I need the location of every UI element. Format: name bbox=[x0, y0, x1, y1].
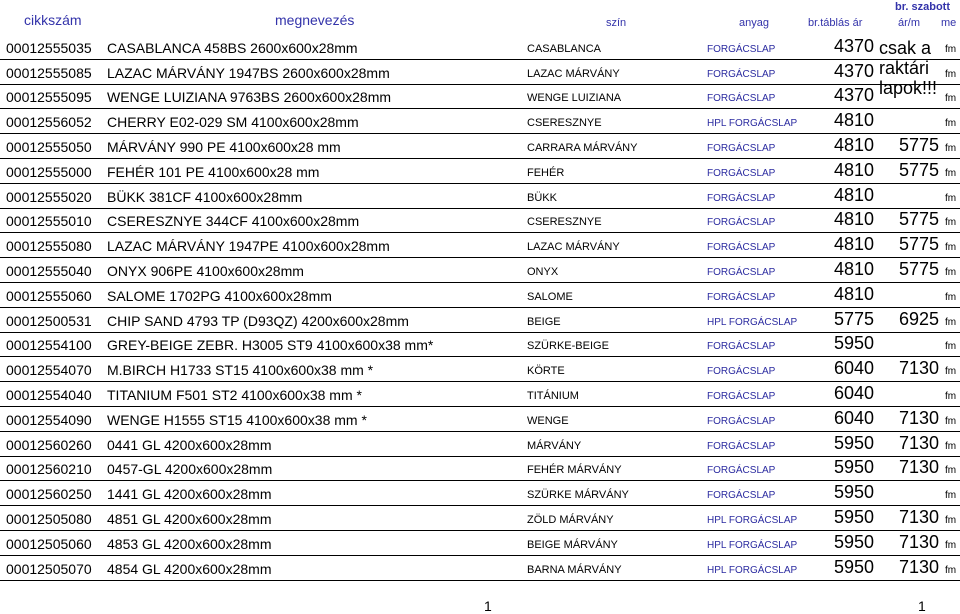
header-unit: me bbox=[941, 17, 957, 29]
item-board-price: 4810 bbox=[834, 283, 875, 304]
item-color: CSERESZNYE bbox=[527, 117, 602, 130]
table-row bbox=[0, 134, 960, 159]
item-board-price: 4810 bbox=[834, 209, 875, 230]
item-code: 00012554070 bbox=[6, 362, 92, 379]
item-board-price: 5950 bbox=[834, 556, 875, 577]
table-row bbox=[0, 357, 960, 382]
item-board-price: 4810 bbox=[834, 184, 875, 205]
item-unit: fm bbox=[945, 217, 957, 229]
item-board-price: 6040 bbox=[834, 407, 875, 428]
item-code: 00012555010 bbox=[6, 213, 92, 230]
item-material: HPL FORGÁCSLAP bbox=[707, 316, 798, 328]
item-unit: fm bbox=[945, 192, 957, 204]
item-material: FORGÁCSLAP bbox=[707, 217, 776, 229]
item-name: 4853 GL 4200x600x28mm bbox=[107, 535, 272, 552]
item-color: SALOME bbox=[527, 290, 573, 303]
table-row bbox=[0, 85, 960, 110]
table-row bbox=[0, 308, 960, 333]
item-name: SALOME 1702PG 4100x600x28mm bbox=[107, 287, 332, 304]
item-code: 00012554090 bbox=[6, 411, 92, 428]
item-cut-price: 7130 bbox=[899, 432, 940, 453]
item-material: FORGÁCSLAP bbox=[707, 242, 776, 254]
item-unit: fm bbox=[945, 539, 957, 551]
item-name: BÜKK 381CF 4100x600x28mm bbox=[107, 188, 303, 205]
item-color: WENGE LUIZIANA bbox=[527, 92, 622, 105]
item-name: 4854 GL 4200x600x28mm bbox=[107, 560, 272, 577]
header-cut-price-top: br. szabott bbox=[895, 1, 951, 13]
item-code: 00012555000 bbox=[6, 163, 92, 180]
item-unit: fm bbox=[945, 465, 957, 477]
header-code: cikkszám bbox=[24, 12, 82, 28]
table-row bbox=[0, 531, 960, 556]
item-code: 00012554100 bbox=[6, 337, 92, 354]
item-cut-price: 7130 bbox=[899, 358, 940, 379]
item-unit: fm bbox=[945, 142, 957, 154]
item-name: 0441 GL 4200x600x28mm bbox=[107, 436, 272, 453]
item-unit: fm bbox=[945, 564, 957, 576]
stock-note-line: raktári bbox=[879, 58, 930, 78]
item-board-price: 4370 bbox=[834, 35, 875, 56]
item-code: 00012560210 bbox=[6, 461, 92, 478]
table-row bbox=[0, 35, 960, 60]
item-material: FORGÁCSLAP bbox=[707, 341, 776, 353]
table-row bbox=[0, 60, 960, 85]
table-row bbox=[0, 382, 960, 407]
table-row bbox=[0, 258, 960, 283]
item-unit: fm bbox=[945, 43, 957, 55]
item-cut-price: 5775 bbox=[899, 134, 940, 155]
item-color: ZÖLD MÁRVÁNY bbox=[527, 513, 614, 526]
item-unit: fm bbox=[945, 341, 957, 353]
table-row bbox=[0, 184, 960, 209]
item-board-price: 5775 bbox=[834, 308, 875, 329]
item-color: LAZAC MÁRVÁNY bbox=[527, 241, 620, 254]
item-code: 00012554040 bbox=[6, 386, 92, 403]
stock-note-line: lapok!!! bbox=[879, 78, 938, 98]
item-color: MÁRVÁNY bbox=[527, 439, 582, 452]
item-board-price: 5950 bbox=[834, 333, 875, 354]
item-material: FORGÁCSLAP bbox=[707, 43, 776, 55]
item-name: MÁRVÁNY 990 PE 4100x600x28 mm bbox=[107, 138, 341, 155]
item-cut-price: 5775 bbox=[899, 234, 940, 255]
price-table bbox=[0, 35, 960, 581]
item-unit: fm bbox=[945, 390, 957, 402]
item-material: FORGÁCSLAP bbox=[707, 465, 776, 477]
item-code: 00012555035 bbox=[6, 39, 92, 56]
item-board-price: 5950 bbox=[834, 482, 875, 503]
item-color: CARRARA MÁRVÁNY bbox=[527, 141, 638, 154]
item-material: FORGÁCSLAP bbox=[707, 192, 776, 204]
item-name: M.BIRCH H1733 ST15 4100x600x38 mm * bbox=[107, 362, 374, 379]
item-board-price: 4810 bbox=[834, 258, 875, 279]
item-board-price: 5950 bbox=[834, 432, 875, 453]
item-name: CSERESZNYE 344CF 4100x600x28mm bbox=[107, 213, 360, 230]
item-name: FEHÉR 101 PE 4100x600x28 mm bbox=[107, 163, 320, 180]
item-unit: fm bbox=[945, 415, 957, 427]
item-name: CHERRY E02-029 SM 4100x600x28mm bbox=[107, 114, 359, 131]
item-material: FORGÁCSLAP bbox=[707, 440, 776, 452]
item-unit: fm bbox=[945, 514, 957, 526]
item-material: HPL FORGÁCSLAP bbox=[707, 564, 798, 576]
table-row bbox=[0, 481, 960, 506]
item-unit: fm bbox=[945, 167, 957, 179]
item-name: 4851 GL 4200x600x28mm bbox=[107, 510, 272, 527]
item-code: 00012555020 bbox=[6, 188, 92, 205]
header-material: anyag bbox=[739, 17, 769, 29]
item-unit: fm bbox=[945, 366, 957, 378]
item-color: FEHÉR bbox=[527, 166, 565, 179]
item-color: WENGE bbox=[527, 414, 569, 427]
table-row bbox=[0, 432, 960, 457]
item-code: 00012505060 bbox=[6, 535, 92, 552]
item-code: 00012505070 bbox=[6, 560, 92, 577]
item-cut-price: 7130 bbox=[899, 407, 940, 428]
item-name: 1441 GL 4200x600x28mm bbox=[107, 486, 272, 503]
table-row bbox=[0, 283, 960, 308]
item-board-price: 4810 bbox=[834, 159, 875, 180]
item-cut-price: 7130 bbox=[899, 506, 940, 527]
item-color: TITÁNIUM bbox=[527, 389, 579, 402]
item-board-price: 4370 bbox=[834, 60, 875, 81]
item-name: LAZAC MÁRVÁNY 1947BS 2600x600x28mm bbox=[107, 64, 390, 81]
table-row bbox=[0, 556, 960, 581]
item-material: HPL FORGÁCSLAP bbox=[707, 514, 798, 526]
table-row bbox=[0, 209, 960, 234]
table-row bbox=[0, 407, 960, 432]
item-board-price: 4370 bbox=[834, 85, 875, 106]
item-name: TITANIUM F501 ST2 4100x600x38 mm * bbox=[107, 386, 362, 403]
item-color: FEHÉR MÁRVÁNY bbox=[527, 464, 622, 477]
item-board-price: 6040 bbox=[834, 358, 875, 379]
item-material: FORGÁCSLAP bbox=[707, 490, 776, 502]
item-color: LAZAC MÁRVÁNY bbox=[527, 67, 620, 80]
header-cut-price-bottom: ár/m bbox=[898, 17, 920, 29]
item-color: BÜKK bbox=[527, 191, 557, 204]
item-color: KÖRTE bbox=[527, 365, 565, 378]
item-name: CASABLANCA 458BS 2600x600x28mm bbox=[107, 39, 358, 56]
item-material: HPL FORGÁCSLAP bbox=[707, 539, 798, 551]
item-cut-price: 7130 bbox=[899, 457, 940, 478]
header-board-price: br.táblás ár bbox=[808, 17, 863, 29]
item-board-price: 4810 bbox=[834, 234, 875, 255]
item-unit: fm bbox=[945, 440, 957, 452]
page-number-left: 1 bbox=[484, 598, 492, 614]
item-cut-price: 5775 bbox=[899, 258, 940, 279]
item-board-price: 6040 bbox=[834, 382, 875, 403]
item-code: 00012555095 bbox=[6, 89, 92, 106]
page-number-right: 1 bbox=[918, 598, 926, 614]
item-code: 00012555050 bbox=[6, 138, 92, 155]
item-color: BEIGE MÁRVÁNY bbox=[527, 538, 618, 551]
item-name: GREY-BEIGE ZEBR. H3005 ST9 4100x600x38 mm* bbox=[107, 337, 434, 354]
item-color: SZÜRKE MÁRVÁNY bbox=[527, 489, 629, 502]
item-code: 00012555040 bbox=[6, 262, 92, 279]
item-color: BEIGE bbox=[527, 315, 561, 328]
item-material: FORGÁCSLAP bbox=[707, 266, 776, 278]
item-code: 00012555085 bbox=[6, 64, 92, 81]
table-row bbox=[0, 109, 960, 134]
item-unit: fm bbox=[945, 490, 957, 502]
item-board-price: 5950 bbox=[834, 457, 875, 478]
item-color: SZÜRKE-BEIGE bbox=[527, 340, 609, 353]
item-color: ONYX bbox=[527, 265, 559, 278]
item-unit: fm bbox=[945, 316, 957, 328]
item-color: CSERESZNYE bbox=[527, 216, 602, 229]
item-cut-price: 5775 bbox=[899, 209, 940, 230]
item-cut-price: 5775 bbox=[899, 159, 940, 180]
item-unit: fm bbox=[945, 68, 957, 80]
item-unit: fm bbox=[945, 93, 957, 105]
item-unit: fm bbox=[945, 242, 957, 254]
item-code: 00012500531 bbox=[6, 312, 92, 329]
stock-note-line: csak a bbox=[879, 38, 932, 58]
item-material: FORGÁCSLAP bbox=[707, 93, 776, 105]
item-cut-price: 7130 bbox=[899, 556, 940, 577]
item-code: 00012555060 bbox=[6, 287, 92, 304]
item-material: FORGÁCSLAP bbox=[707, 390, 776, 402]
item-code: 00012560250 bbox=[6, 486, 92, 503]
table-row bbox=[0, 159, 960, 184]
item-board-price: 4810 bbox=[834, 110, 875, 131]
item-color: CASABLANCA bbox=[527, 42, 601, 55]
item-material: FORGÁCSLAP bbox=[707, 68, 776, 80]
item-material: FORGÁCSLAP bbox=[707, 415, 776, 427]
item-unit: fm bbox=[945, 291, 957, 303]
item-board-price: 4810 bbox=[834, 134, 875, 155]
item-unit: fm bbox=[945, 266, 957, 278]
item-unit: fm bbox=[945, 118, 957, 130]
item-board-price: 5950 bbox=[834, 506, 875, 527]
table-row bbox=[0, 457, 960, 482]
table-row bbox=[0, 333, 960, 358]
table-row bbox=[0, 506, 960, 531]
header-color: szín bbox=[606, 17, 627, 29]
item-board-price: 5950 bbox=[834, 531, 875, 552]
item-name: WENGE H1555 ST15 4100x600x38 mm * bbox=[107, 411, 367, 428]
item-name: 0457-GL 4200x600x28mm bbox=[107, 461, 273, 478]
item-material: FORGÁCSLAP bbox=[707, 366, 776, 378]
item-name: WENGE LUIZIANA 9763BS 2600x600x28mm bbox=[107, 89, 392, 106]
item-material: FORGÁCSLAP bbox=[707, 167, 776, 179]
item-material: FORGÁCSLAP bbox=[707, 142, 776, 154]
item-name: ONYX 906PE 4100x600x28mm bbox=[107, 262, 304, 279]
item-color: BARNA MÁRVÁNY bbox=[527, 563, 622, 576]
item-code: 00012555080 bbox=[6, 238, 92, 255]
item-code: 00012556052 bbox=[6, 114, 92, 131]
item-code: 00012505080 bbox=[6, 510, 92, 527]
header-name: megnevezés bbox=[275, 12, 355, 28]
item-name: CHIP SAND 4793 TP (D93QZ) 4200x600x28mm bbox=[107, 312, 409, 329]
item-material: FORGÁCSLAP bbox=[707, 291, 776, 303]
item-cut-price: 6925 bbox=[899, 308, 940, 329]
item-name: LAZAC MÁRVÁNY 1947PE 4100x600x28mm bbox=[107, 238, 390, 255]
table-row bbox=[0, 233, 960, 258]
item-material: HPL FORGÁCSLAP bbox=[707, 118, 798, 130]
item-code: 00012560260 bbox=[6, 436, 92, 453]
item-cut-price: 7130 bbox=[899, 531, 940, 552]
